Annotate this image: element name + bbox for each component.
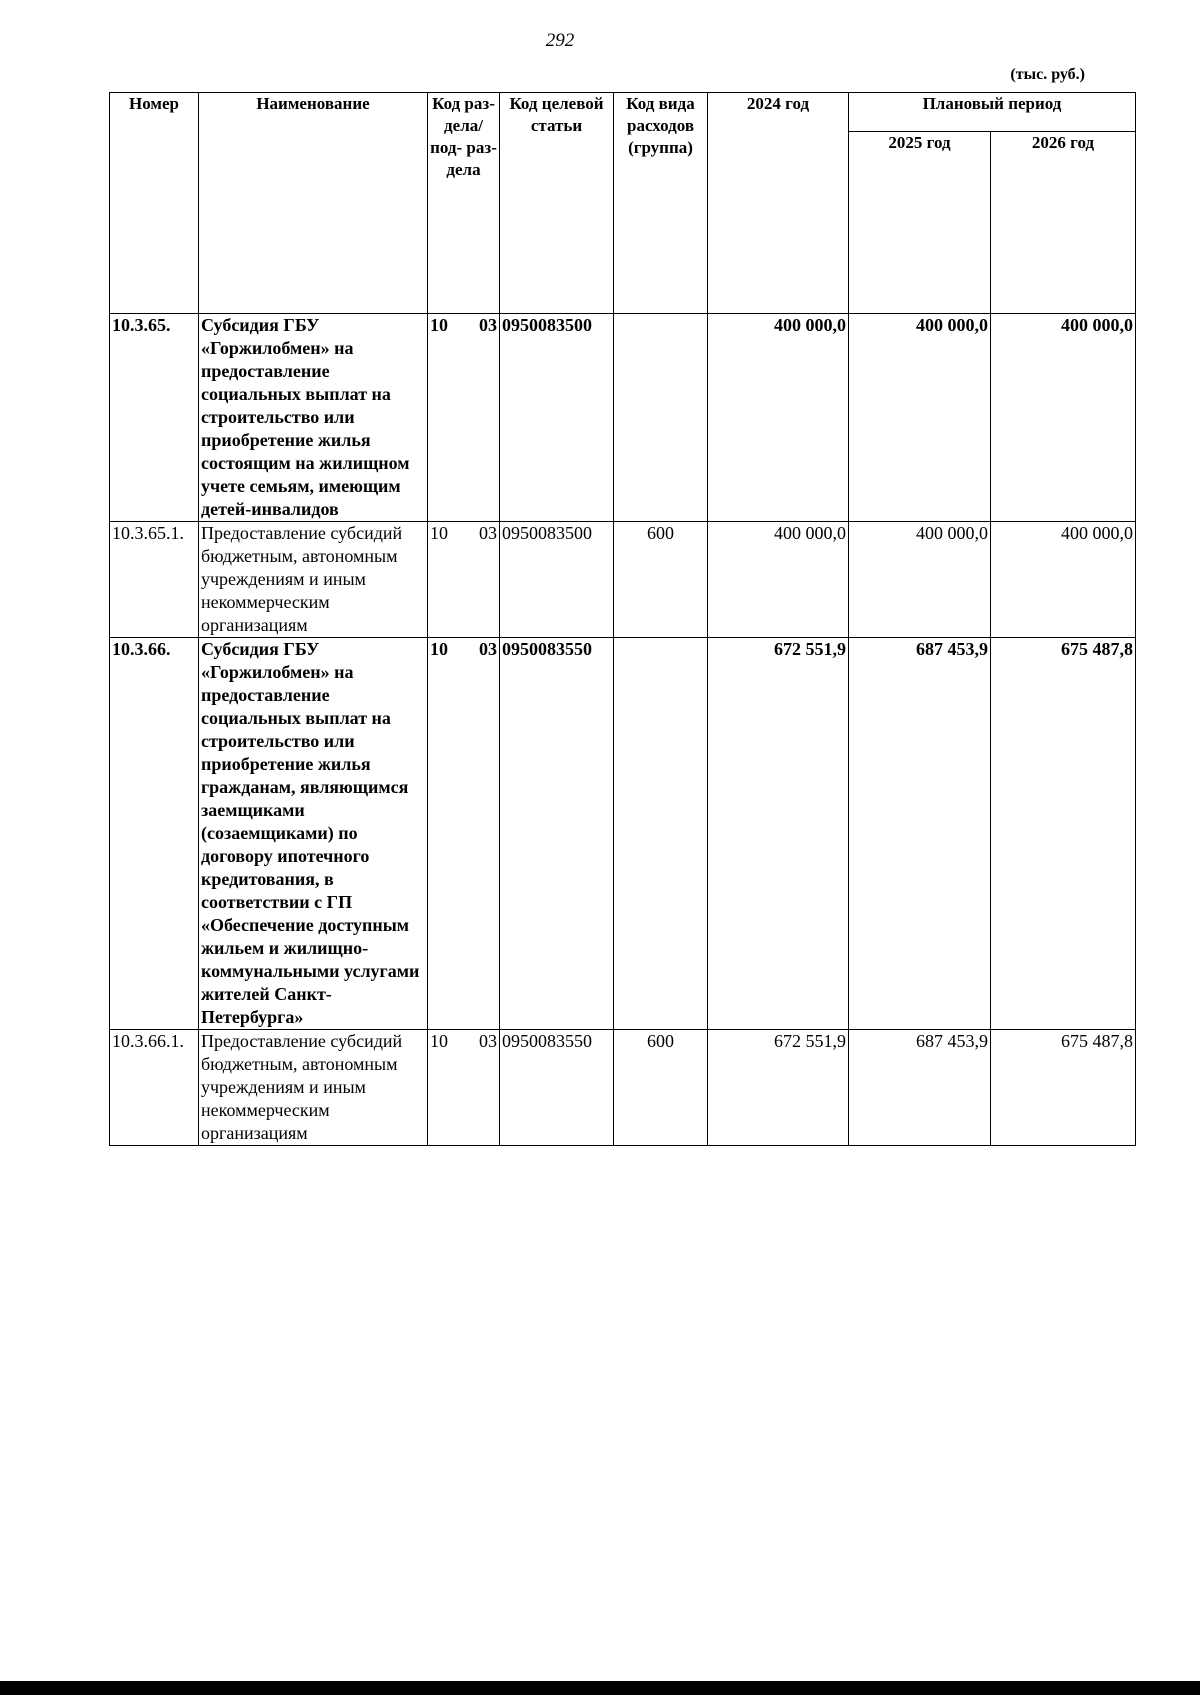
row-number: 10.3.66. — [110, 638, 199, 1030]
scan-border — [0, 1681, 1200, 1695]
row-amount-2025: 687 453,9 — [849, 1030, 991, 1146]
row-number: 10.3.66.1. — [110, 1030, 199, 1146]
row-section-code: 10 03 — [428, 1030, 500, 1146]
page-number: 292 — [545, 30, 575, 51]
row-section-code: 10 03 — [428, 522, 500, 638]
header-section-code: Код раз- дела/ под- раз- дела — [428, 93, 500, 314]
table-row — [110, 1030, 1136, 1146]
row-name: Предоставление субсидий бюджетным, автономным учреждениям и иным некоммерческим организациям — [199, 1030, 428, 1146]
header-number: Номер — [110, 93, 199, 314]
row-amount-2026: 400 000,0 — [991, 314, 1136, 522]
row-amount-2024: 672 551,9 — [708, 1030, 849, 1146]
row-amount-2026: 675 487,8 — [991, 638, 1136, 1030]
units-label: (тыс. руб.) — [1010, 66, 1085, 83]
row-amount-2024: 672 551,9 — [708, 638, 849, 1030]
header-name: Наименование — [199, 93, 428, 314]
table-row — [110, 522, 1136, 638]
table-row — [110, 638, 1136, 1030]
header-planned-period: Плановый период — [849, 93, 1136, 132]
header-year-2026: 2026 год — [991, 132, 1136, 314]
row-number: 10.3.65. — [110, 314, 199, 522]
header-target-code: Код целевой статьи — [500, 93, 614, 314]
row-expense-type: 600 — [614, 522, 708, 638]
row-number: 10.3.65.1. — [110, 522, 199, 638]
header-expense-type: Код вида расходов (группа) — [614, 93, 708, 314]
budget-table — [109, 92, 1136, 1146]
row-expense-type: 600 — [614, 1030, 708, 1146]
row-amount-2025: 400 000,0 — [849, 522, 991, 638]
row-amount-2026: 400 000,0 — [991, 522, 1136, 638]
row-name: Субсидия ГБУ «Горжилобмен» на предоставление социальных выплат на строительство или приобретение жилья состоящим на жилищном учете семьям, имеющим детей-инвалидов — [199, 314, 428, 522]
row-section-code: 10 03 — [428, 314, 500, 522]
row-expense-type — [614, 638, 708, 1030]
row-amount-2024: 400 000,0 — [708, 522, 849, 638]
row-target-code: 0950083500 — [500, 522, 614, 638]
row-name: Предоставление субсидий бюджетным, автономным учреждениям и иным некоммерческим организациям — [199, 522, 428, 638]
table-row — [110, 314, 1136, 522]
row-amount-2025: 400 000,0 — [849, 314, 991, 522]
row-target-code: 0950083550 — [500, 638, 614, 1030]
row-amount-2026: 675 487,8 — [991, 1030, 1136, 1146]
row-expense-type — [614, 314, 708, 522]
header-row — [110, 93, 1136, 132]
row-target-code: 0950083500 — [500, 314, 614, 522]
row-amount-2025: 687 453,9 — [849, 638, 991, 1030]
row-section-code: 10 03 — [428, 638, 500, 1030]
row-name: Субсидия ГБУ «Горжилобмен» на предоставление социальных выплат на строительство или приобретение жилья гражданам, являющимся заемщиками (созаемщиками) по договору ипотечного кредитования, в соответствии с ГП «Обеспечение доступным жильем и жилищно-коммунальными услугами жителей Санкт-Петербурга» — [199, 638, 428, 1030]
header-year-2025: 2025 год — [849, 132, 991, 314]
header-year-2024: 2024 год — [708, 93, 849, 314]
row-target-code: 0950083550 — [500, 1030, 614, 1146]
row-amount-2024: 400 000,0 — [708, 314, 849, 522]
